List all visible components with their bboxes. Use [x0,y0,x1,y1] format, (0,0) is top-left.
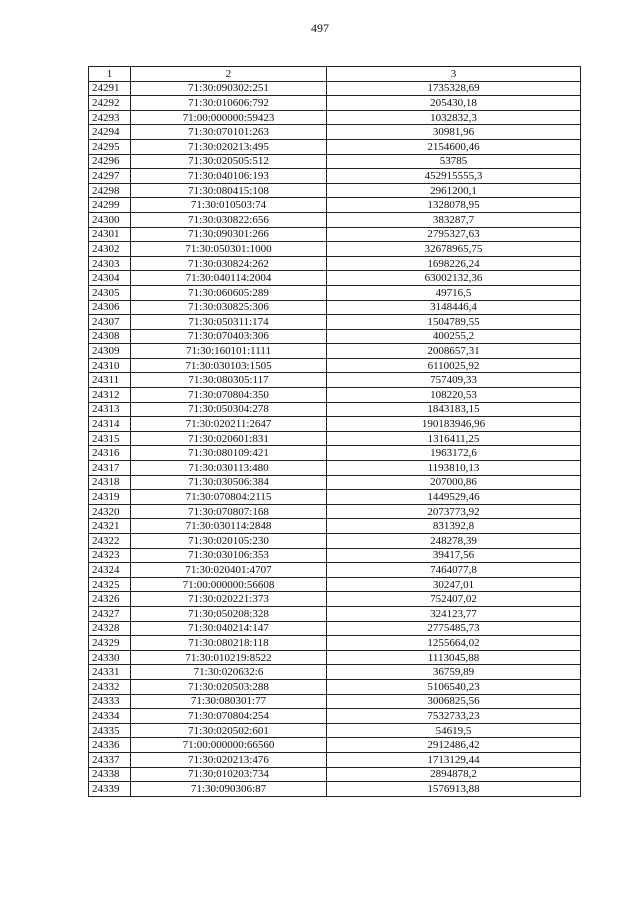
row-number-cell: 24324 [89,563,131,578]
row-number-cell: 24294 [89,125,131,140]
cadastral-number-cell: 71:30:080301:77 [131,694,327,709]
cadastral-value-cell: 30981,96 [327,125,581,140]
table-row [89,723,581,738]
row-number-cell: 24326 [89,592,131,607]
cadastral-value-cell: 2894878,2 [327,767,581,782]
row-number-cell: 24339 [89,782,131,797]
table-row [89,125,581,140]
table-row [89,198,581,213]
cadastral-number-cell: 71:30:070804:254 [131,709,327,724]
cadastral-number-cell: 71:30:080218:118 [131,636,327,651]
cadastral-number-cell: 71:30:020401:4707 [131,563,327,578]
table-row [89,606,581,621]
table-row [89,256,581,271]
table-row [89,139,581,154]
table-row [89,183,581,198]
cadastral-value-cell: 831392,8 [327,519,581,534]
table-row [89,636,581,651]
cadastral-number-cell: 71:30:020505:512 [131,154,327,169]
table-row [89,81,581,96]
table-row [89,169,581,184]
row-number-cell: 24332 [89,679,131,694]
cadastral-value-cell: 2961200,1 [327,183,581,198]
row-number-cell: 24304 [89,271,131,286]
cadastral-number-cell: 71:30:020601:831 [131,431,327,446]
row-number-cell: 24325 [89,577,131,592]
row-number-cell: 24298 [89,183,131,198]
row-number-cell: 24327 [89,606,131,621]
cadastral-value-cell: 1713129,44 [327,752,581,767]
cadastral-value-cell: 54619,5 [327,723,581,738]
row-number-cell: 24301 [89,227,131,242]
cadastral-value-cell: 1328078,95 [327,198,581,213]
table-row [89,519,581,534]
row-number-cell: 24300 [89,212,131,227]
row-number-cell: 24295 [89,139,131,154]
table-row [89,461,581,476]
cadastral-number-cell: 71:30:040106:193 [131,169,327,184]
table-row [89,650,581,665]
row-number-cell: 24292 [89,96,131,111]
table-row [89,373,581,388]
row-number-cell: 24322 [89,534,131,549]
cadastral-number-cell: 71:30:020503:288 [131,679,327,694]
table-row [89,300,581,315]
cadastral-value-cell: 1698226,24 [327,256,581,271]
cadastral-number-cell: 71:30:070807:168 [131,504,327,519]
cadastral-value-cell: 383287,7 [327,212,581,227]
cadastral-value-cell: 2008657,31 [327,344,581,359]
row-number-cell: 24329 [89,636,131,651]
row-number-cell: 24309 [89,344,131,359]
cadastral-value-cell: 1449529,46 [327,490,581,505]
cadastral-value-cell: 2795327,63 [327,227,581,242]
row-number-cell: 24299 [89,198,131,213]
cadastral-value-cell: 5106540,23 [327,679,581,694]
cadastral-number-cell: 71:30:090301:266 [131,227,327,242]
table-body [89,81,581,796]
header-row [89,67,581,82]
row-number-cell: 24317 [89,461,131,476]
cadastral-number-cell: 71:30:070403:306 [131,329,327,344]
cadastral-value-cell: 205430,18 [327,96,581,111]
row-number-cell: 24336 [89,738,131,753]
row-number-cell: 24311 [89,373,131,388]
cadastral-number-cell: 71:00:000000:66560 [131,738,327,753]
cadastral-value-cell: 400255,2 [327,329,581,344]
table-row [89,782,581,797]
cadastral-value-cell: 3148446,4 [327,300,581,315]
table-row [89,96,581,111]
cadastral-value-cell: 7464077,8 [327,563,581,578]
cadastral-number-cell: 71:30:080305:117 [131,373,327,388]
cadastral-value-cell: 190183946,96 [327,417,581,432]
table-row [89,621,581,636]
row-number-cell: 24306 [89,300,131,315]
cadastral-number-cell: 71:30:010606:792 [131,96,327,111]
cadastral-value-cell: 1255664,02 [327,636,581,651]
cadastral-value-cell: 6110025,92 [327,358,581,373]
row-number-cell: 24296 [89,154,131,169]
cadastral-number-cell: 71:30:070804:350 [131,388,327,403]
row-number-cell: 24302 [89,242,131,257]
table-row [89,446,581,461]
cadastral-number-cell: 71:30:030103:1505 [131,358,327,373]
cadastral-value-cell: 1843183,15 [327,402,581,417]
row-number-cell: 24313 [89,402,131,417]
cadastral-number-cell: 71:30:080415:108 [131,183,327,198]
row-number-cell: 24297 [89,169,131,184]
table-row [89,490,581,505]
table-row [89,709,581,724]
cadastral-number-cell: 71:30:020213:476 [131,752,327,767]
row-number-cell: 24338 [89,767,131,782]
header-col-1: 1 [89,67,131,82]
cadastral-number-cell: 71:30:090302:251 [131,81,327,96]
table-row [89,227,581,242]
cadastral-number-cell: 71:30:030106:353 [131,548,327,563]
cadastral-number-cell: 71:00:000000:59423 [131,110,327,125]
cadastral-value-cell: 30247,01 [327,577,581,592]
table-row [89,358,581,373]
table-row [89,212,581,227]
cadastral-value-cell: 2073773,92 [327,504,581,519]
row-number-cell: 24291 [89,81,131,96]
cadastral-number-cell: 71:30:040214:147 [131,621,327,636]
row-number-cell: 24314 [89,417,131,432]
cadastral-value-cell: 1032832,3 [327,110,581,125]
cadastral-number-cell: 71:30:070101:263 [131,125,327,140]
table-header [89,67,581,82]
row-number-cell: 24334 [89,709,131,724]
table-row [89,344,581,359]
cadastral-number-cell: 71:30:160101:1111 [131,344,327,359]
cadastral-number-cell: 71:30:020221:373 [131,592,327,607]
cadastral-number-cell: 71:30:010503:74 [131,198,327,213]
row-number-cell: 24307 [89,315,131,330]
cadastral-number-cell: 71:30:010203:734 [131,767,327,782]
table-row [89,315,581,330]
table-row [89,504,581,519]
table-row [89,417,581,432]
table-row [89,679,581,694]
table-row [89,577,581,592]
cadastral-value-cell: 36759,89 [327,665,581,680]
cadastral-number-cell: 71:30:020105:230 [131,534,327,549]
cadastral-number-cell: 71:00:000000:56608 [131,577,327,592]
cadastral-number-cell: 71:30:010219:8522 [131,650,327,665]
cadastral-value-cell: 757409,33 [327,373,581,388]
cadastral-number-cell: 71:30:080109:421 [131,446,327,461]
row-number-cell: 24335 [89,723,131,738]
table-row [89,694,581,709]
row-number-cell: 24328 [89,621,131,636]
cadastral-value-cell: 49716,5 [327,285,581,300]
table-row [89,548,581,563]
table-row [89,388,581,403]
cadastral-value-cell: 32678965,75 [327,242,581,257]
cadastral-value-cell: 3006825,56 [327,694,581,709]
cadastral-value-cell: 452915555,3 [327,169,581,184]
cadastral-value-cell: 108220,53 [327,388,581,403]
cadastral-value-cell: 1576913,88 [327,782,581,797]
row-number-cell: 24308 [89,329,131,344]
cadastral-number-cell: 71:30:070804:2115 [131,490,327,505]
cadastral-value-cell: 1963172,6 [327,446,581,461]
cadastral-number-cell: 71:30:090306:87 [131,782,327,797]
cadastral-value-cell: 63002132,36 [327,271,581,286]
row-number-cell: 24331 [89,665,131,680]
cadastral-value-cell: 53785 [327,154,581,169]
cadastral-value-cell: 2912486,42 [327,738,581,753]
cadastral-value-cell: 7532733,23 [327,709,581,724]
table-row [89,475,581,490]
cadastral-number-cell: 71:30:030506:384 [131,475,327,490]
table-row [89,110,581,125]
cadastral-value-cell: 324123,77 [327,606,581,621]
table-row [89,534,581,549]
cadastral-number-cell: 71:30:030824:262 [131,256,327,271]
table-row [89,154,581,169]
cadastral-number-cell: 71:30:050304:278 [131,402,327,417]
cadastral-number-cell: 71:30:030114:2848 [131,519,327,534]
row-number-cell: 24323 [89,548,131,563]
table-row [89,738,581,753]
row-number-cell: 24333 [89,694,131,709]
table-row [89,285,581,300]
cadastral-number-cell: 71:30:020632:6 [131,665,327,680]
row-number-cell: 24312 [89,388,131,403]
row-number-cell: 24305 [89,285,131,300]
table-row [89,431,581,446]
cadastral-number-cell: 71:30:030113:480 [131,461,327,476]
row-number-cell: 24303 [89,256,131,271]
cadastral-number-cell: 71:30:060605:289 [131,285,327,300]
cadastral-number-cell: 71:30:040114:2004 [131,271,327,286]
table-row [89,329,581,344]
cadastral-value-cell: 207000,86 [327,475,581,490]
page-number: 497 [311,21,329,35]
cadastral-value-cell: 1504789,55 [327,315,581,330]
table-row [89,665,581,680]
header-col-3: 3 [327,67,581,82]
row-number-cell: 24319 [89,490,131,505]
cadastral-number-cell: 71:30:050208:328 [131,606,327,621]
header-col-2: 2 [131,67,327,82]
row-number-cell: 24315 [89,431,131,446]
cadastral-value-table [88,66,581,797]
cadastral-number-cell: 71:30:020213:495 [131,139,327,154]
table-row [89,271,581,286]
cadastral-value-cell: 2154600,46 [327,139,581,154]
table-row [89,592,581,607]
cadastral-number-cell: 71:30:030825:306 [131,300,327,315]
table-row [89,402,581,417]
row-number-cell: 24337 [89,752,131,767]
cadastral-value-cell: 2775485,73 [327,621,581,636]
row-number-cell: 24318 [89,475,131,490]
cadastral-value-cell: 1113045,88 [327,650,581,665]
cadastral-value-cell: 1193810,13 [327,461,581,476]
row-number-cell: 24316 [89,446,131,461]
table-row [89,752,581,767]
cadastral-number-cell: 71:30:030822:656 [131,212,327,227]
row-number-cell: 24321 [89,519,131,534]
cadastral-value-cell: 39417,56 [327,548,581,563]
cadastral-number-cell: 71:30:050311:174 [131,315,327,330]
row-number-cell: 24320 [89,504,131,519]
cadastral-number-cell: 71:30:020211:2647 [131,417,327,432]
table-row [89,563,581,578]
row-number-cell: 24330 [89,650,131,665]
row-number-cell: 24310 [89,358,131,373]
cadastral-value-cell: 248278,39 [327,534,581,549]
cadastral-number-cell: 71:30:050301:1000 [131,242,327,257]
table-row [89,767,581,782]
table-row [89,242,581,257]
cadastral-value-cell: 752407,02 [327,592,581,607]
cadastral-number-cell: 71:30:020502:601 [131,723,327,738]
cadastral-value-cell: 1735328,69 [327,81,581,96]
row-number-cell: 24293 [89,110,131,125]
cadastral-value-cell: 1316411,25 [327,431,581,446]
